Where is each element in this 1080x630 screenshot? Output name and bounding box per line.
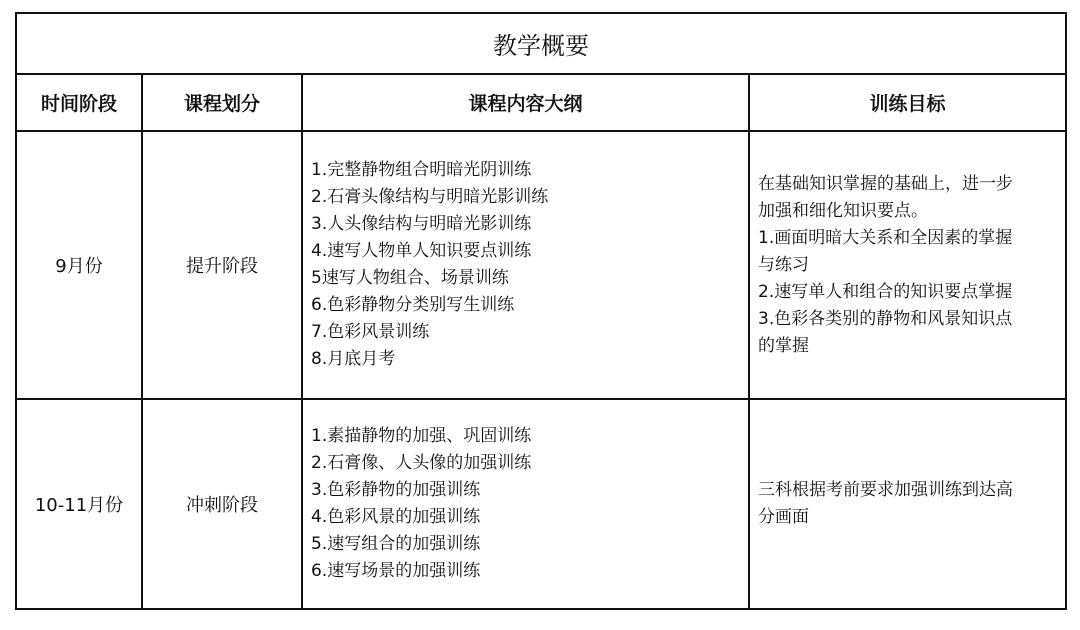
goal-line: 与练习: [758, 254, 809, 275]
outline-cell: [302, 399, 749, 609]
outline-item: 6.色彩静物分类别写生训练: [311, 295, 515, 315]
goal-line: 2.速写单人和组合的知识要点掌握: [758, 281, 1013, 302]
outline-item: 3.人头像结构与明暗光影训练: [311, 214, 532, 234]
period-cell: 9月份: [16, 131, 142, 399]
goal-cell: [749, 399, 1066, 609]
goal-cell: [749, 131, 1066, 399]
goal-line: 3.色彩各类别的静物和风景知识点: [758, 308, 1013, 329]
division-cell: 冲刺阶段: [142, 399, 302, 609]
table-row: [16, 131, 1066, 399]
header-division: 课程划分: [142, 74, 302, 131]
teaching-overview-table: [15, 12, 1067, 610]
outline-item: 6.速写场景的加强训练: [311, 561, 481, 581]
outline-item: 8.月底月考: [311, 349, 396, 369]
outline-item: 2.石膏头像结构与明暗光影训练: [311, 187, 549, 207]
outline-item: 5速写人物组合、场景训练: [311, 268, 509, 288]
goal-line: 加强和细化知识要点。: [758, 200, 928, 221]
outline-item: 3.色彩静物的加强训练: [311, 480, 481, 500]
period-cell: 10-11月份: [16, 399, 142, 609]
header-period: 时间阶段: [16, 74, 142, 131]
goal-line: 在基础知识掌握的基础上，进一步: [758, 173, 1013, 194]
header-goal: 训练目标: [749, 74, 1066, 131]
division-cell: 提升阶段: [142, 131, 302, 399]
title-row: [16, 13, 1066, 74]
outline-item: 7.色彩风景训练: [311, 322, 430, 342]
outline-item: 2.石膏像、人头像的加强训练: [311, 453, 532, 473]
goal-line: 三科根据考前要求加强训练到达高: [758, 480, 1013, 500]
outline-item: 4.速写人物单人知识要点训练: [311, 241, 532, 261]
table-row: [16, 399, 1066, 609]
goal-line: 分画面: [758, 507, 809, 527]
outline-item: 1.素描静物的加强、巩固训练: [311, 426, 532, 446]
header-outline: 课程内容大纲: [302, 74, 749, 131]
goal-line: 的掌握: [758, 335, 809, 356]
goal-line: 1.画面明暗大关系和全因素的掌握: [758, 227, 1013, 248]
table-title: 教学概要: [16, 13, 1066, 74]
outline-item: 4.色彩风景的加强训练: [311, 507, 481, 527]
outline-item: 1.完整静物组合明暗光阴训练: [311, 160, 532, 180]
outline-item: 5.速写组合的加强训练: [311, 534, 481, 554]
outline-cell: [302, 131, 749, 399]
header-row: [16, 74, 1066, 131]
